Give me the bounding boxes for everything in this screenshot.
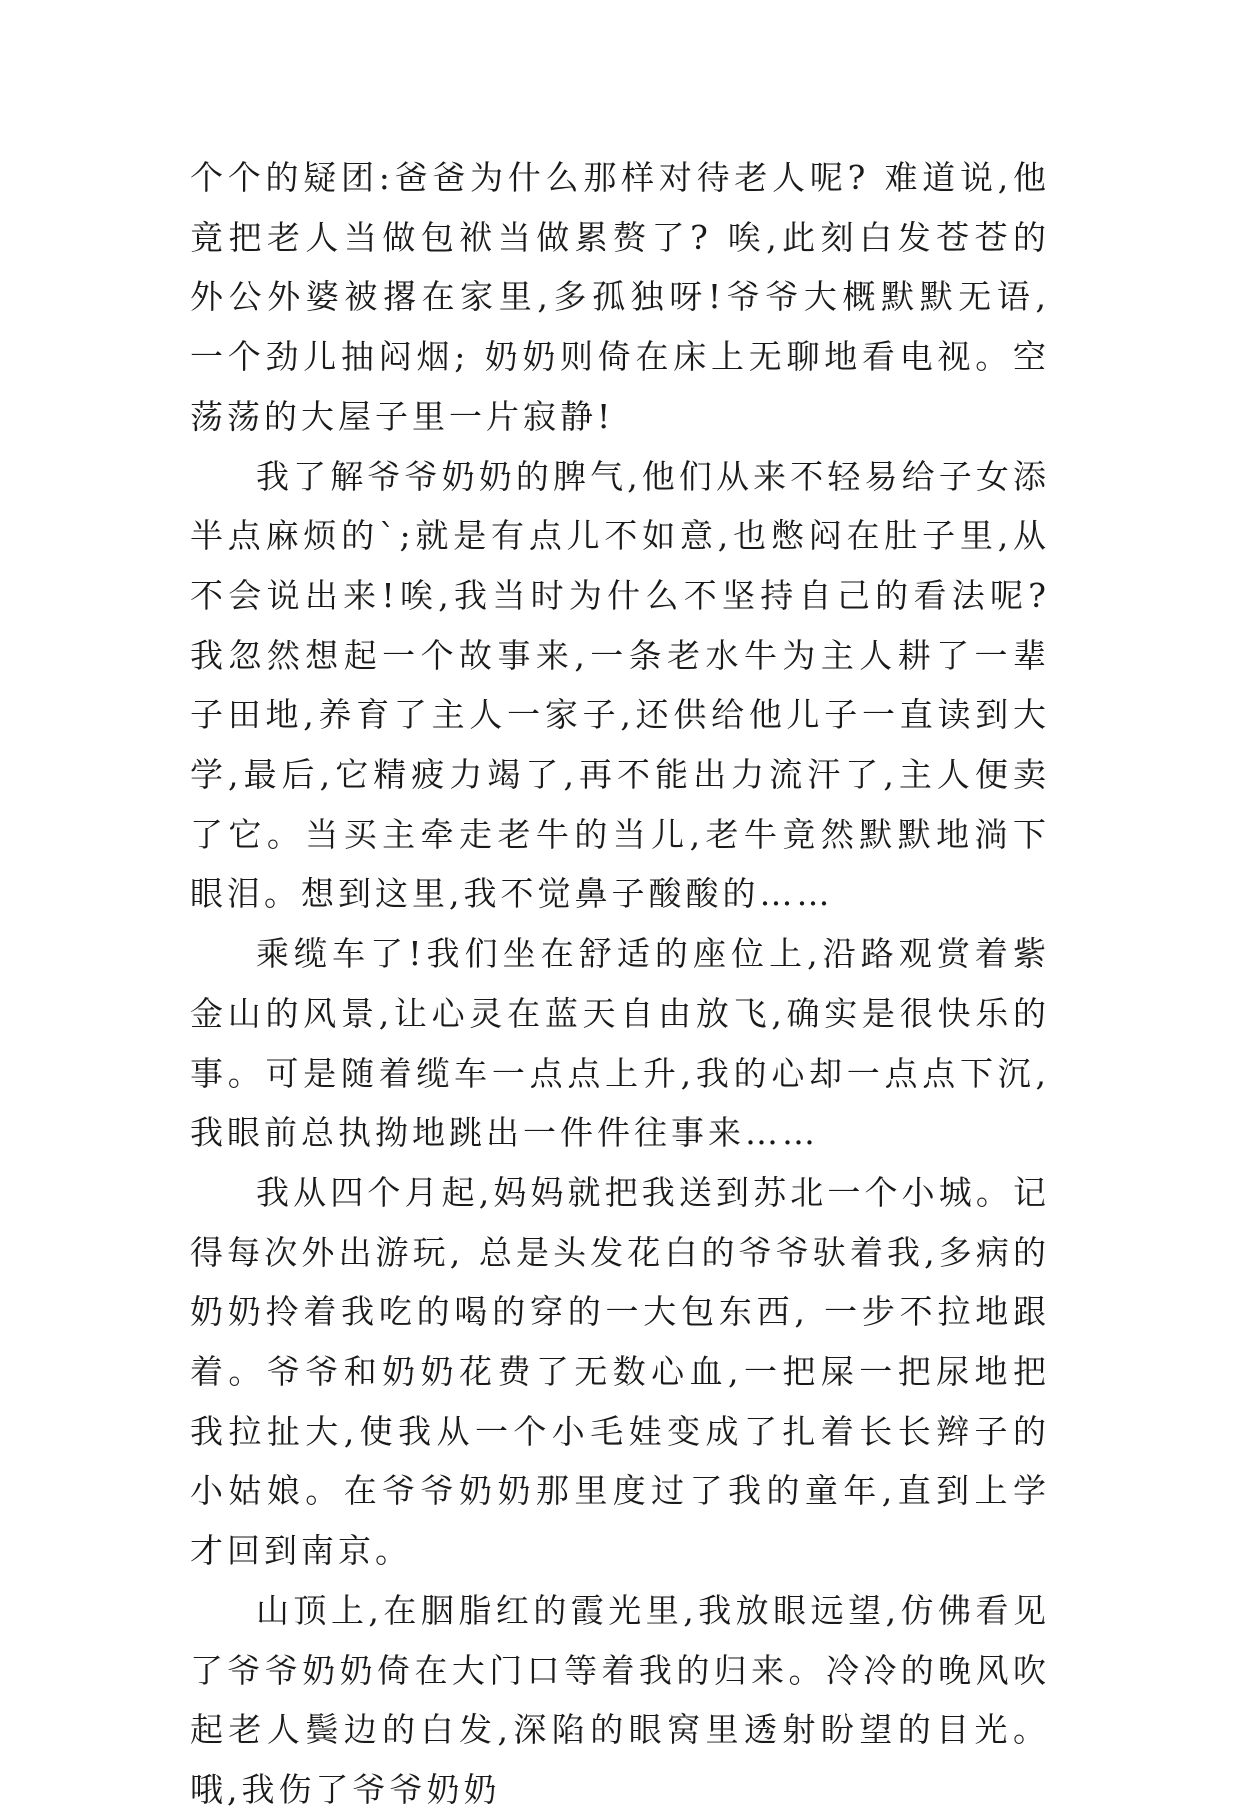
paragraph-5: 山顶上,在胭脂红的霞光里,我放眼远望,仿佛看见了爷爷奶奶倚在大门口等着我的归来。冷冷的晚风吹起老人鬓边的白发,深陷的眼窝里透射盼望的目光。哦,我伤了爷爷奶奶: [190, 1590, 1050, 1809]
paragraph-2: 我了解爷爷奶奶的脾气,他们从来不轻易给子女添半点麻烦的`;就是有点儿不如意,也憋闷在肚子里,从不会说出来!唉,我当时为什么不坚持自己的看法呢?我忽然想起一个故事来,一条老水牛为主人耕了一辈子田地,养育了主人一家子,还供给他儿子一直读到大学,最后,它精疲力竭了,再不能出力流汗了,主人便卖了它。当买主牵走老牛的当儿,老牛竟然默默地淌下眼泪。想到这里,我不觉鼻子酸酸的……: [190, 456, 1050, 914]
paragraph-3: 乘缆车了!我们坐在舒适的座位上,沿路观赏着紫金山的风景,让心灵在蓝天自由放飞,确实是很快乐的事。可是随着缆车一点点上升,我的心却一点点下沉,我眼前总执拗地跳出一件件往事来……: [190, 934, 1050, 1153]
body-text: [190, 148, 1050, 1820]
paragraph-1: 个个的疑团:爸爸为什么那样对待老人呢? 难道说,他竟把老人当做包袱当做累赘了? 唉,此刻白发苍苍的外公外婆被撂在家里,多孤独呀!爷爷大概默默无语,一个劲儿抽闷烟; 奶奶则倚在床上无聊地看电视。空荡荡的大屋子里一片寂静!: [190, 158, 1050, 436]
paragraph-4: 我从四个月起,妈妈就把我送到苏北一个小城。记得每次外出游玩, 总是头发花白的爷爷驮着我,多病的奶奶拎着我吃的喝的穿的一大包东西, 一步不拉地跟着。爷爷和奶奶花费了无数心血,一把屎一把尿地把我拉扯大,使我从一个小毛娃变成了扎着长长辫子的小姑娘。在爷爷奶奶那里度过了我的童年,直到上学才回到南京。: [190, 1172, 1050, 1571]
